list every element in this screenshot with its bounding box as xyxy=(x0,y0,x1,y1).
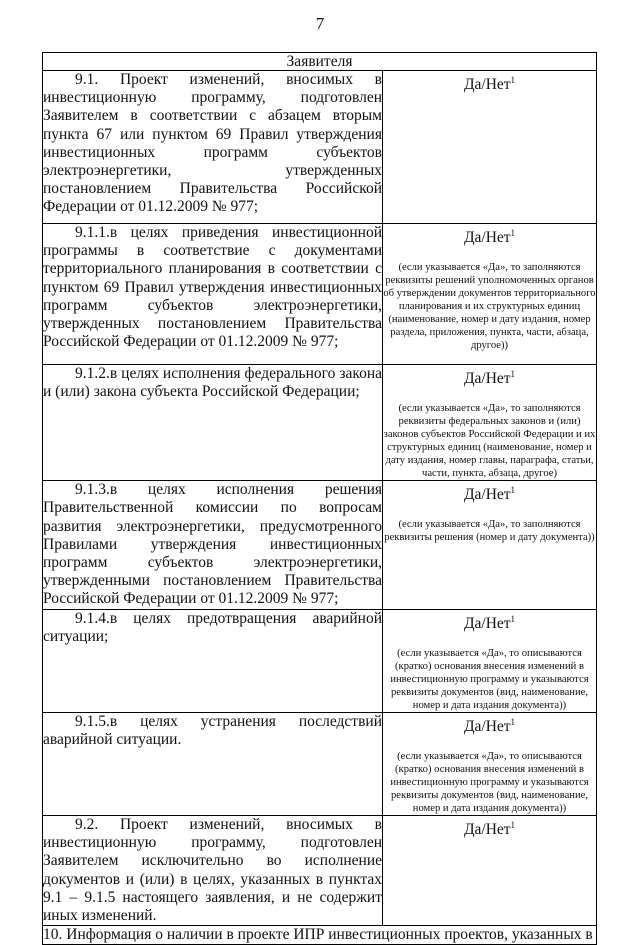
footnote-mark: 1 xyxy=(510,819,516,830)
yes-no-answer: Да/Нет$^1$ xyxy=(463,369,516,388)
instruction-note: (если указывается «Да», то заполняются реквизиты решений уполномоченных органов об утверждении документов территориального планирования и их структурных единиц (наименование, номер и дату издания, номер раздела, приложения, пункта, части, абзаца, другое)) xyxy=(383,262,596,352)
table-row xyxy=(43,481,597,609)
table-row xyxy=(43,224,597,365)
footnote-mark: 1 xyxy=(510,75,516,85)
yes-no-answer: Да/Нет$^1$ xyxy=(463,75,516,94)
footnote-mark: 1 xyxy=(510,369,516,379)
answer-cell xyxy=(383,815,597,925)
table-row xyxy=(43,609,597,712)
page-number: 7 xyxy=(315,14,325,33)
instruction-note: (если указывается «Да», то заполняются реквизиты решения (номер и дату документа)) xyxy=(384,519,595,544)
answer-cell xyxy=(383,609,597,712)
footnote-mark: 1 xyxy=(510,716,516,727)
item-9-1-text: 9.1. Проект изменений, вносимых в инвестиционную программу, подготовлен Заявителем в соответствии с абзацем вторым пункта 67 или пунктом 69 Правил утверждения инвестиционных программ субъектов электроэнергетики, утвержденных постановлением Правительства Российской Федерации от 01.12.2009 № 977; xyxy=(43,71,383,224)
yes-no-answer: Да/Нет$^1$ xyxy=(463,485,516,504)
item-9-1-4-text: 9.1.4.в целях предотвращения аварийной ситуации; xyxy=(43,609,383,712)
answer-cell xyxy=(383,224,597,365)
instruction-note: (если указывается «Да», то описываются (кратко) основания внесения изменений в инвестиционную программу и указываются реквизиты документов (вид, наименование, номер и дата издания документа)) xyxy=(390,647,589,711)
table-header-row xyxy=(43,53,597,71)
item-9-1-3-text: 9.1.3.в целях исполнения решения Правительственной комиссии по вопросам развития электроэнергетики, предусмотренного Правилами утверждения инвестиционных программ субъектов электроэнергетики, утвержденными постановлением Правительства Российской Федерации от 01.12.2009 № 977; xyxy=(43,481,382,608)
table-row xyxy=(43,712,597,815)
answer-cell xyxy=(383,365,597,481)
item-9-1-5-text: 9.1.5.в целях устранения последствий аварийной ситуации. xyxy=(43,712,383,815)
instruction-note: (если указывается «Да», то описываются (кратко) основания внесения изменений в инвестиционную программу и указываются реквизиты документов (вид, наименование, номер и дата издания документа)) xyxy=(390,750,589,814)
instruction-note: (если указывается «Да», то заполняются реквизиты федеральных законов и (или) законов субъектов Российской Федерации и их структурных единиц (наименование, номер и дату издания, номер главы, параграфа, статьи, части, пункта, абзаца, другое) xyxy=(383,403,596,480)
footnote-mark: 1 xyxy=(510,228,516,238)
application-table xyxy=(42,52,597,945)
answer-cell xyxy=(383,712,597,815)
table-header-cell: Заявителя xyxy=(43,53,597,71)
yes-no-answer: Да/Нет$^1$ xyxy=(463,819,516,839)
table-row xyxy=(43,815,597,925)
table-row xyxy=(43,365,597,481)
answer-cell xyxy=(383,481,597,609)
footnote-mark: 1 xyxy=(510,485,516,496)
item-10-text: 10. Информация о наличии в проекте ИПР инвестиционных проектов, указанных в xyxy=(43,926,597,945)
yes-no-answer: Да/Нет$^1$ xyxy=(463,716,516,735)
table-row xyxy=(43,71,597,224)
item-9-1-2-text: 9.1.2.в целях исполнения федерального закона и (или) закона субъекта Российской Федерации; xyxy=(43,365,383,481)
yes-no-answer: Да/Нет$^1$ xyxy=(463,228,516,247)
item-9-1-1-text: 9.1.1.в целях приведения инвестиционной программы в соответствие с документами территориального планирования в соответствии с пунктом 69 Правил утверждения инвестиционных программ субъектов электроэнергетики, утвержденных постановлением Правительства Российской Федерации от 01.12.2009 № 977; xyxy=(43,224,383,365)
answer-cell xyxy=(383,71,597,224)
yes-no-answer: Да/Нет$^1$ xyxy=(463,613,516,632)
item-9-2-text: 9.2. Проект изменений, вносимых в инвестиционную программу, подготовлен Заявителем исключительно во исполнение документов и (или) в целях, указанных в пунктах 9.1 – 9.1.5 настоящего заявления, и не содержит иных изменений. xyxy=(43,815,382,924)
footnote-mark: 1 xyxy=(510,613,516,624)
table-row xyxy=(43,926,597,945)
